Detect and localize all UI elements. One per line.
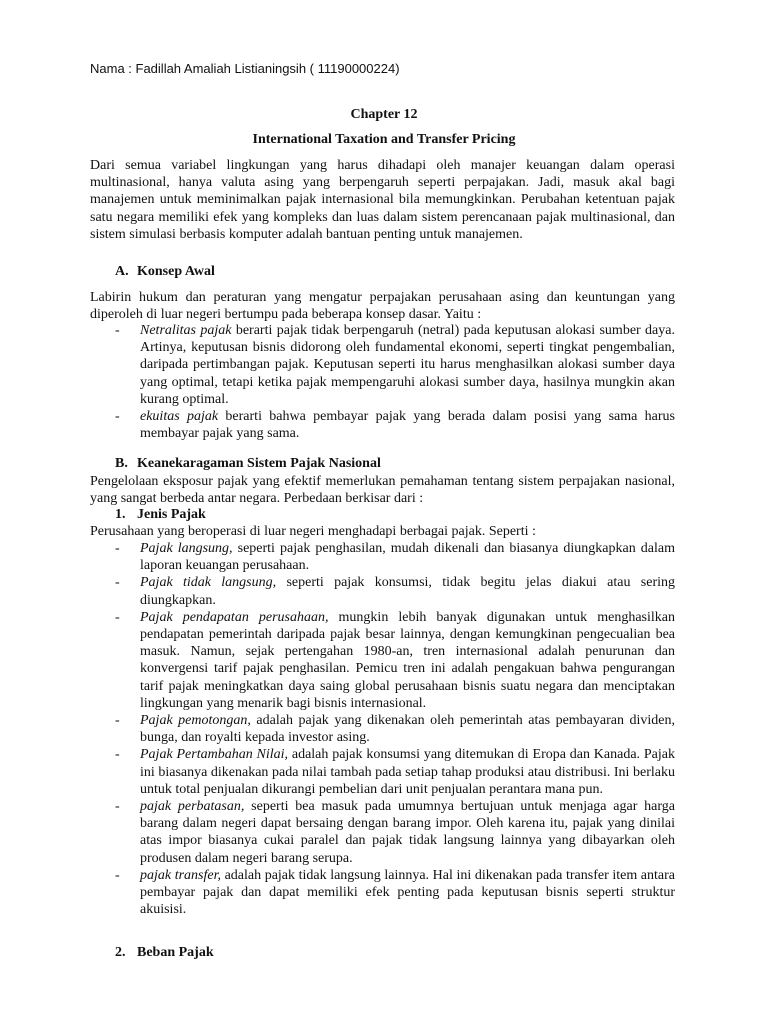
list-item-text: adalah pajak yang dikenakan oleh pemerintah atas pembayaran dividen, bunga, dan royalti kepada investor asing.: [140, 713, 675, 746]
section-a-paragraph: Labirin hukum dan peraturan yang mengatur perpajakan perusahaan asing dan keuntungan yang diperoleh di luar negeri bertumpu pada beberapa konsep dasar. Yaitu :: [90, 290, 675, 323]
list-item-term: Pajak langsung,: [140, 541, 233, 556]
section-b-paragraph: Pengelolaan eksposur pajak yang efektif memerlukan pemahaman tentang sistem perpajakan nasional, yang sangat berbeda antar negara. Perbedaan berkisar dari :: [90, 474, 675, 507]
intro-paragraph: Dari semua variabel lingkungan yang harus dihadapi oleh manajer keuangan dalam operasi multinasional, hanya valuta asing yang berpengaruh seperti perpajakan. Jadi, masuk akal bagi manajemen untuk meminimalkan pajak internasional bila memungkinkan. Perubahan ketentuan pajak satu negara memiliki efek yang kompleks dan luas dalam sistem perencanaan pajak multinasional, dan sistem simulasi berbasis komputer adalah bantuan penting untuk manajemen.: [90, 158, 675, 242]
section-b-title: Keanekaragaman Sistem Pajak Nasional: [137, 456, 381, 471]
list-item-text: adalah pajak konsumsi yang ditemukan di Eropa dan Kanada. Pajak ini biasanya dikenakan pada nilai tambah pada setiap tahap produksi atau distribusi. Ini berlaku untuk total penjualan dikurangi pembelian dari unit penjualan perantara mana pun.: [140, 747, 675, 797]
tax-types-list: [115, 540, 675, 918]
list-item-term: pajak transfer,: [140, 867, 221, 883]
section-b-marker: B.: [115, 456, 128, 471]
list-item: - Pajak Pertambahan Nilai, adalah pajak konsumsi yang ditemukan di Eropa dan Kanada. Pajak ini biasanya dikenakan pada nilai tambah pada setiap tahap produksi atau distribusi. Ini berlaku untuk total penjualan dikurangi pembelian dari unit penjualan perantara mana pun.: [115, 747, 675, 797]
chapter-label: Chapter 12: [350, 107, 418, 122]
list-item: - Pajak langsung, seperti pajak penghasilan, mudah dikenali dan biasanya diungkapkan dalam laporan keuangan perusahaan.: [115, 541, 676, 574]
subsection-2-heading: [115, 945, 214, 961]
list-item-term: Pajak Pertambahan Nilai,: [140, 747, 289, 763]
list-item: - Netralitas pajak berarti pajak tidak berpengaruh (netral) pada keputusan alokasi sumber daya. Artinya, keputusan bisnis didorong oleh fundamental ekonomi, seperti tingkat pengembalian, daripada pertimbangan pajak. Keputusan seperti itu harus menghasilkan alokasi sumber daya yang optimal, tetapi ketika pajak mempengaruhi alokasi sumber daya, hasilnya mungkin akan kurang optimal.: [115, 323, 675, 407]
list-item-term: ekuitas pajak: [140, 409, 219, 425]
section-a-heading: [115, 264, 215, 280]
section-b-heading: [115, 456, 381, 472]
list-item-text: seperti pajak penghasilan, mudah dikenali dan biasanya diungkapkan dalam laporan keuangan perusahaan.: [140, 541, 676, 574]
list-item-term: Netralitas pajak: [140, 323, 232, 338]
subsection-1-marker: 1.: [115, 507, 126, 522]
student-name: Nama : Fadillah Amaliah Listianingsih ( 11190000224): [90, 61, 400, 76]
section-a-list: [115, 322, 675, 442]
list-item: - Pajak tidak langsung, seperti pajak konsumsi, tidak begitu jelas diakui atau sering diungkapkan.: [115, 575, 675, 608]
list-item: - pajak perbatasan, seperti bea masuk pada umumnya bertujuan untuk menjaga agar harga barang dalam negeri dapat bersaing dengan barang impor. Oleh karena itu, pajak yang dinilai atas impor biasanya cukai paralel dan pajak tidak langsung lainnya yang dibayarkan oleh produsen dalam negeri barang serupa.: [115, 799, 675, 866]
section-a-title: Konsep Awal: [137, 264, 215, 279]
list-item-term: Pajak pemotongan,: [140, 713, 251, 729]
subsection-2-title: Beban Pajak: [137, 945, 214, 960]
list-item: - pajak transfer, adalah pajak tidak langsung lainnya. Hal ini dikenakan pada transfer item antara pembayar pajak dan dapat memiliki efek penting pada keputusan bisnis seperti struktur akuisisi.: [115, 867, 675, 918]
section-a-marker: A.: [115, 264, 129, 279]
list-item: - Pajak pendapatan perusahaan, mungkin lebih banyak digunakan untuk menghasilkan pendapatan pemerintah daripada pajak besar lainnya, dengan kemungkinan pengecualian bea masuk. Namun, sejak pertengahan 1980-an, tren internasional adalah penurunan dan konvergensi tarif pajak penghasilan. Pemicu tren ini adalah pengakuan bahwa pengurangan tarif pajak meningkatkan daya saing global perusahaan bisnis suatu negara dan menciptakan lingkungan yang menarik bagi bisnis internasional.: [115, 609, 675, 711]
list-item-term: Pajak tidak langsung,: [140, 575, 277, 591]
list-item-text: seperti pajak konsumsi, tidak begitu jelas diakui atau sering diungkapkan.: [140, 575, 675, 608]
subsection-1-heading: [115, 507, 206, 523]
subsection-1-paragraph: Perusahaan yang beroperasi di luar negeri menghadapi berbagai pajak. Seperti :: [90, 524, 536, 539]
list-item: - Pajak pemotongan, adalah pajak yang dikenakan oleh pemerintah atas pembayaran dividen, bunga, dan royalti kepada investor asing.: [115, 713, 675, 746]
list-item-text: seperti bea masuk pada umumnya bertujuan untuk menjaga agar harga barang dalam negeri dapat bersaing dengan barang impor. Oleh karena itu, pajak yang dinilai atas impor biasanya cukai paralel dan pajak tidak langsung lainnya yang dibayarkan oleh produsen dalam negeri barang serupa.: [140, 799, 675, 866]
list-item-term: Pajak pendapatan perusahaan,: [140, 609, 329, 625]
list-item: - ekuitas pajak berarti bahwa pembayar pajak yang berada dalam posisi yang sama harus membayar pajak yang sama.: [115, 409, 675, 442]
list-item-text: mungkin lebih banyak digunakan untuk menghasilkan pendapatan pemerintah daripada pajak besar lainnya, dengan kemungkinan pengecualian bea masuk. Namun, sejak pertengahan 1980-an, tren internasional adalah penurunan dan konvergensi tarif pajak penghasilan. Pemicu tren ini adalah pengakuan bahwa pengurangan tarif pajak meningkatkan daya saing global perusahaan bisnis suatu negara dan menciptakan lingkungan yang menarik bagi bisnis internasional.: [140, 609, 675, 711]
subsection-1-title: Jenis Pajak: [137, 507, 206, 522]
list-item-text: adalah pajak tidak langsung lainnya. Hal ini dikenakan pada transfer item antara pembayar pajak dan dapat memiliki efek penting pada keputusan bisnis seperti struktur akuisisi.: [140, 867, 675, 918]
document-title: International Taxation and Transfer Pricing: [252, 132, 516, 147]
subsection-2-marker: 2.: [115, 945, 126, 960]
list-item-text: berarti pajak tidak berpengaruh (netral) pada keputusan alokasi sumber daya. Artinya, keputusan bisnis didorong oleh fundamental ekonomi, seperti tingkat pengembalian, daripada pertimbangan pajak. Keputusan seperti itu harus menghasilkan alokasi sumber daya yang optimal, tetapi ketika pajak mempengaruhi alokasi sumber daya, hasilnya mungkin akan kurang optimal.: [140, 323, 675, 407]
list-item-term: pajak perbatasan,: [140, 799, 245, 815]
list-item-text: berarti bahwa pembayar pajak yang berada dalam posisi yang sama harus membayar pajak yang sama.: [140, 409, 675, 442]
